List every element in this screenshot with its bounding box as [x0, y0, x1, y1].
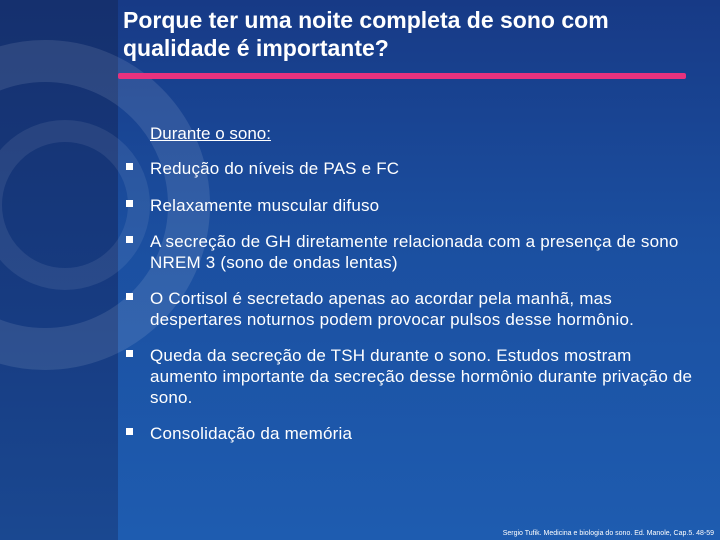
- list-item: [126, 423, 696, 444]
- list-item: [126, 158, 696, 179]
- square-bullet-icon: [126, 350, 133, 357]
- title-divider: [118, 73, 686, 79]
- list-item: [126, 345, 696, 408]
- bullet-list: [126, 158, 696, 444]
- list-item-text: Queda da secreção de TSH durante o sono. Estudos mostram aumento importante da secreção desse hormônio durante privação de sono.: [150, 346, 693, 407]
- square-bullet-icon: [126, 163, 133, 170]
- square-bullet-icon: [126, 428, 133, 435]
- left-decorative-band: [0, 0, 118, 540]
- list-item: [126, 288, 696, 330]
- subheading: Durante o sono:: [150, 124, 271, 143]
- square-bullet-icon: [126, 200, 133, 207]
- square-bullet-icon: [126, 293, 133, 300]
- list-item-text: Redução do níveis de PAS e FC: [150, 159, 400, 178]
- list-item-text: Relaxamente muscular difuso: [150, 196, 380, 215]
- list-item: [126, 195, 696, 216]
- list-item-text: O Cortisol é secretado apenas ao acordar pela manhã, mas despertares noturnos podem provocar pulsos desse hormônio.: [150, 289, 635, 329]
- citation-footer: Sergio Tufik. Medicina e biologia do sono. Ed. Manole, Cap.5. 48-59: [502, 530, 714, 537]
- slide-title: Porque ter uma noite completa de sono com qualidade é importante?: [123, 7, 609, 61]
- list-item-text: Consolidação da memória: [150, 424, 353, 443]
- list-item: [126, 231, 696, 273]
- square-bullet-icon: [126, 236, 133, 243]
- list-item-text: A secreção de GH diretamente relacionada com a presença de sono NREM 3 (sono de ondas lentas): [150, 232, 679, 272]
